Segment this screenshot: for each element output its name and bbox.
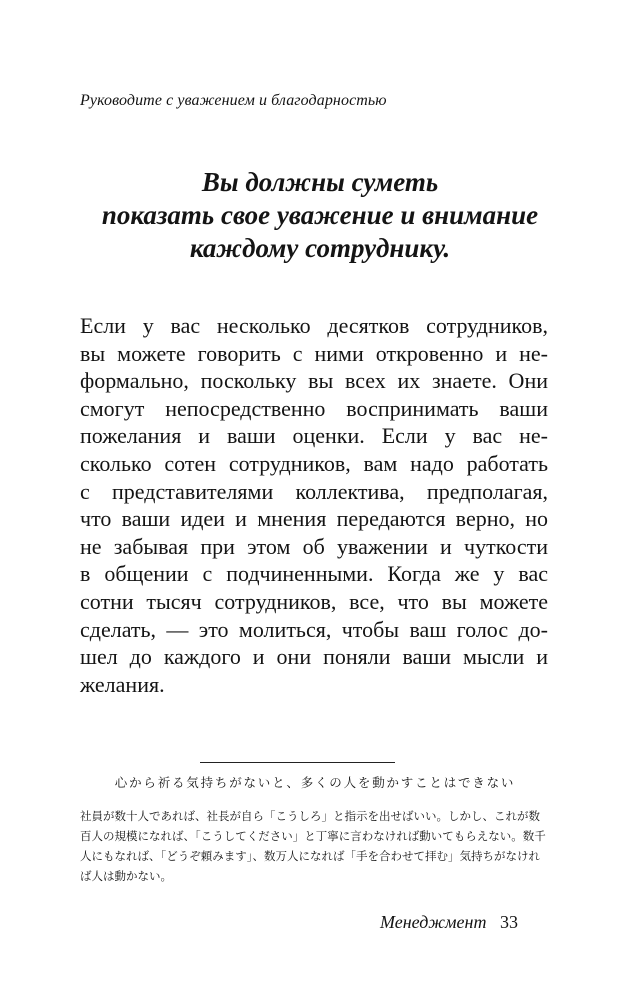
japanese-line: 社員が数十人であれば、社長が自ら「こうしろ」と指示を出せばいい。しかし、これが数 bbox=[80, 809, 540, 823]
body-line: формально, поскольку вы всех их знаете. Они bbox=[80, 368, 548, 394]
body-line: что ваши идеи и мнения передаются верно, но bbox=[80, 506, 548, 532]
body-line: сколько сотен сотрудников, вам надо работать bbox=[80, 450, 548, 476]
footer-section-title: Менеджмент bbox=[380, 912, 487, 932]
headline-line: показать свое уважение и внимание bbox=[101, 200, 539, 230]
japanese-line: 百人の規模になれば、「こうしてください」と丁寧に言わなければ動いてもらえない。数千 bbox=[80, 829, 546, 843]
headline-line: Вы должны суметь bbox=[201, 167, 439, 197]
body-line: Если у вас несколько десятков сотрудников, bbox=[80, 313, 548, 338]
japanese-line: 人にもなれば、「どうぞ頼みます」、数万人になれば「手を合わせて拝む」気持ちがなけれ bbox=[80, 849, 540, 863]
headline-line: каждому сотруднику. bbox=[189, 233, 451, 263]
japanese-line: ば人は動かない。 bbox=[80, 869, 172, 883]
japanese-paragraph bbox=[80, 806, 550, 886]
chapter-headline bbox=[60, 166, 580, 265]
body-line: вы можете говорить с ними откровенно и не- bbox=[80, 340, 548, 366]
body-line: пожелания и ваши оценки. Если у вас не- bbox=[80, 423, 548, 449]
body-line: желания. bbox=[80, 671, 165, 697]
body-line: не забывая при этом об уважении и чуткости bbox=[80, 533, 548, 559]
body-line: смогут непосредственно воспринимать ваши bbox=[80, 395, 548, 421]
body-line: в общении с подчиненными. Когда же у вас bbox=[80, 561, 548, 587]
divider-rule bbox=[200, 762, 395, 763]
body-line: шел до каждого и они поняли ваши мысли и bbox=[80, 644, 548, 670]
body-paragraph bbox=[80, 312, 548, 698]
body-line: сделать, — это молиться, чтобы ваш голос до- bbox=[80, 616, 548, 642]
japanese-title: 心から祈る気持ちがないと、多くの人を動かすことはできない bbox=[114, 775, 516, 790]
running-head: Руководите с уважением и благодарностью bbox=[80, 92, 387, 109]
body-line: с представителями коллектива, предполагая, bbox=[80, 478, 548, 504]
page-number: 33 bbox=[500, 912, 518, 932]
body-line: сотни тысяч сотрудников, все, что вы можете bbox=[80, 588, 548, 614]
